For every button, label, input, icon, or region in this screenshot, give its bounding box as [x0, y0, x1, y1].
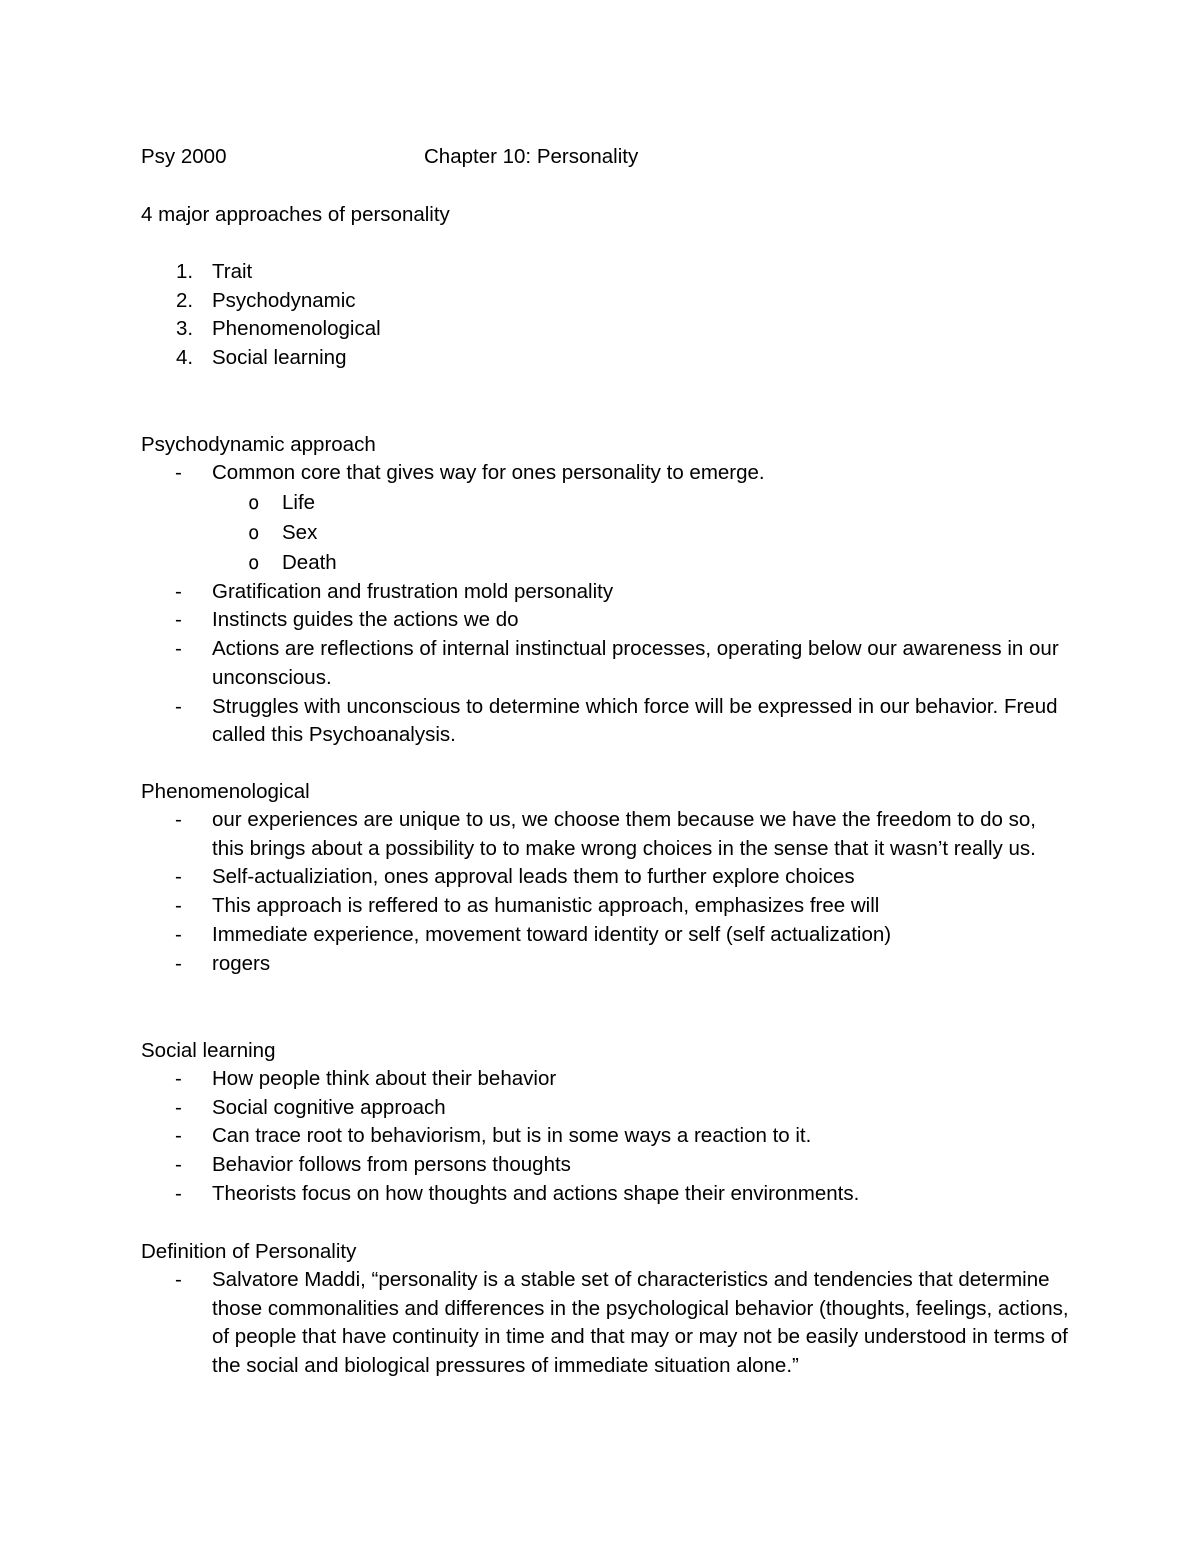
approach-item — [141, 344, 1071, 373]
bullet-dash: - — [175, 1067, 182, 1090]
item-number: 1. — [176, 260, 194, 283]
item-text: Behavior follows from persons thoughts — [212, 1153, 571, 1177]
item-text: Immediate experience, movement toward identity or self (self actualization) — [212, 922, 892, 946]
approach-item — [141, 258, 1071, 287]
bullet-dash: - — [175, 922, 182, 946]
bullet-dash: - — [175, 694, 182, 718]
bullet-dash: - — [175, 951, 182, 975]
list-item — [141, 693, 1071, 750]
bullet-dash: - — [175, 1268, 182, 1291]
list-item — [141, 459, 1071, 488]
psychodynamic-heading: Psychodynamic approach — [141, 433, 376, 456]
item-text: Actions are reflections of internal instinctual processes, operating below our awareness in our unconscious. — [212, 637, 1059, 689]
list-item — [141, 1065, 1071, 1094]
item-number: 4. — [176, 346, 194, 370]
bullet-dash: - — [175, 865, 182, 889]
bullet-circle: o — [248, 491, 260, 514]
bullet-circle: o — [248, 521, 260, 544]
item-text: Phenomenological — [212, 317, 381, 341]
list-item — [141, 921, 1071, 950]
item-text: rogers — [212, 951, 271, 975]
social-learning-heading: Social learning — [141, 1039, 276, 1062]
item-text: Can trace root to behaviorism, but is in some ways a reaction to it. — [212, 1124, 812, 1148]
item-number: 2. — [176, 288, 194, 312]
definition-heading: Definition of Personality — [141, 1240, 357, 1263]
list-item — [141, 950, 1071, 979]
item-text: Self-actualiziation, ones approval leads them to further explore choices — [212, 865, 855, 889]
item-text: Social cognitive approach — [212, 1095, 446, 1119]
psychodynamic-section — [141, 430, 1071, 750]
bullet-dash: - — [175, 1153, 182, 1177]
item-text: Common core that gives way for ones personality to emerge. — [212, 461, 765, 484]
bullet-dash: - — [175, 894, 182, 918]
list-item — [141, 892, 1071, 921]
bullet-circle: o — [248, 551, 260, 574]
course-label: Psy 2000 — [141, 145, 227, 168]
approaches-heading: 4 major approaches of personality — [141, 203, 450, 226]
social-learning-section — [141, 1036, 1071, 1209]
bullet-dash: - — [175, 637, 182, 661]
item-text: Gratification and frustration mold personality — [212, 579, 614, 603]
list-item — [141, 1122, 1071, 1151]
chapter-title: Chapter 10: Personality — [424, 145, 639, 168]
item-text: Struggles with unconscious to determine which force will be expressed in our behavior. Freud called this Psychoanalysis. — [212, 694, 1058, 747]
item-text: Trait — [212, 260, 253, 283]
bullet-dash: - — [175, 461, 182, 484]
item-text: How people think about their behavior — [212, 1067, 557, 1090]
list-item — [141, 863, 1071, 892]
item-text: Theorists focus on how thoughts and actions shape their environments. — [212, 1181, 860, 1205]
item-text: This approach is reffered to as humanistic approach, emphasizes free will — [212, 894, 880, 918]
list-item — [141, 635, 1071, 692]
item-text: Instincts guides the actions we do — [212, 608, 519, 632]
approaches-section — [141, 200, 1071, 373]
list-item — [141, 1266, 1071, 1381]
sub-list-item — [141, 548, 1071, 578]
sub-list-item — [141, 488, 1071, 518]
bullet-dash: - — [175, 808, 182, 831]
item-text: Psychodynamic — [212, 288, 356, 312]
bullet-dash: - — [175, 579, 182, 603]
item-text: Life — [282, 490, 316, 514]
list-item — [141, 1151, 1071, 1180]
list-item — [141, 606, 1071, 635]
item-text: Sex — [282, 520, 318, 544]
list-item — [141, 1180, 1071, 1209]
approach-item — [141, 287, 1071, 316]
item-number: 3. — [176, 317, 194, 341]
sub-list-item — [141, 518, 1071, 548]
phenomenological-heading: Phenomenological — [141, 780, 310, 803]
item-text: Death — [282, 550, 337, 574]
bullet-dash: - — [175, 1181, 182, 1205]
bullet-dash: - — [175, 608, 182, 632]
item-text: Social learning — [212, 346, 347, 370]
item-text: our experiences are unique to us, we choose them because we have the freedom to do so, this brings about a possibility to to make wrong choices in the sense that it wasn’t really us. — [212, 808, 1036, 860]
definition-section — [141, 1237, 1071, 1381]
item-text: Salvatore Maddi, “personality is a stable set of characteristics and tendencies that determine those commonalities and differences in the psychological behavior (thoughts, feelings, actions, of people that have continuity in time and that may or may not be easily understood in terms of the social and biological pressures of immediate situation alone.” — [212, 1268, 1069, 1378]
list-item — [141, 578, 1071, 607]
bullet-dash: - — [175, 1124, 182, 1148]
list-item — [141, 806, 1071, 863]
approach-item — [141, 315, 1071, 344]
bullet-dash: - — [175, 1095, 182, 1119]
phenomenological-section — [141, 777, 1071, 978]
list-item — [141, 1094, 1071, 1123]
